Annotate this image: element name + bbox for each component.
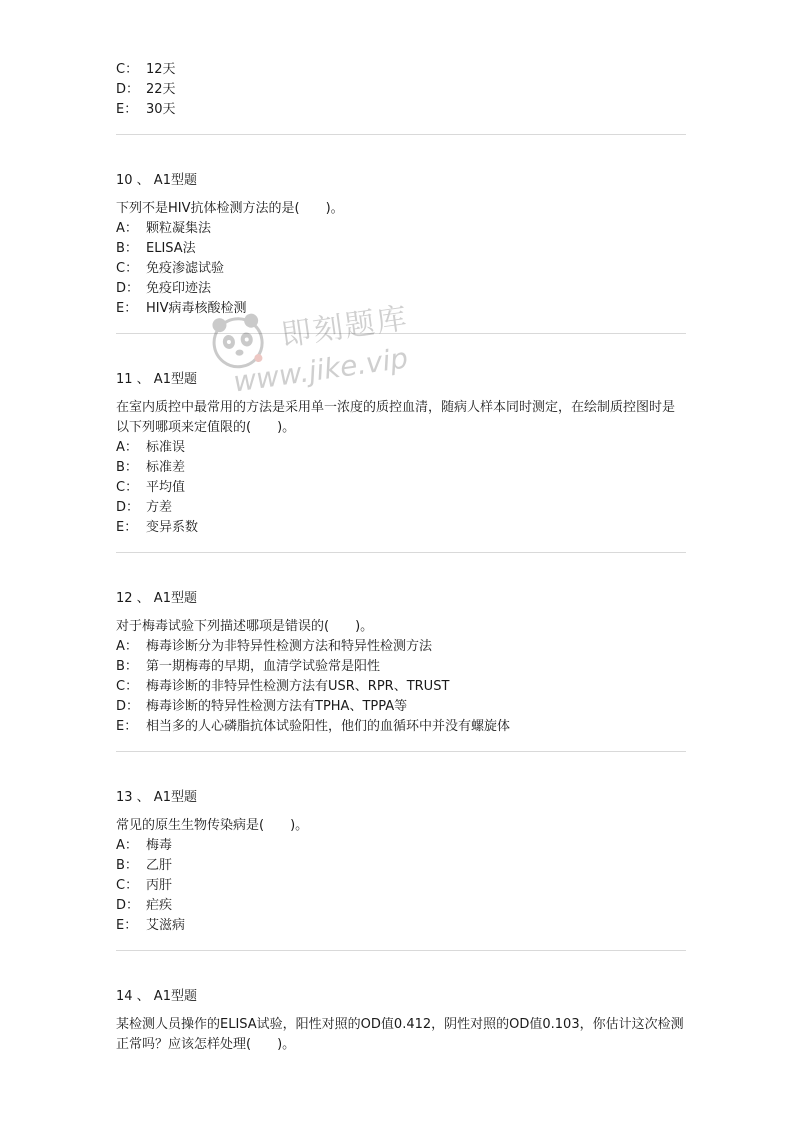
option-row <box>116 697 686 717</box>
option-label: D： <box>116 82 140 97</box>
option-row <box>116 916 686 936</box>
option-label: C： <box>116 679 139 694</box>
question-10 <box>116 171 686 319</box>
option-text: 免疫印迹法 <box>146 281 212 296</box>
option-label: B： <box>116 460 138 475</box>
option-row <box>116 896 686 916</box>
option-label: C： <box>116 878 139 893</box>
watermark-brand: 即刻题库 <box>279 300 411 354</box>
watermark-url: www.jike.vip <box>231 341 410 399</box>
question-13 <box>116 788 686 936</box>
option-text: 疟疾 <box>146 898 173 913</box>
option-label: E： <box>116 301 138 316</box>
option-label: E： <box>116 918 138 933</box>
question-12 <box>116 589 686 737</box>
option-text: HIV病毒核酸检测 <box>146 301 247 316</box>
option-row <box>116 836 686 856</box>
option-label: E： <box>116 102 138 117</box>
question-divider <box>116 751 686 752</box>
option-row <box>116 856 686 876</box>
option-row <box>116 100 686 120</box>
option-row <box>116 279 686 299</box>
question-stem: 对于梅毒试验下列描述哪项是错误的( )。 <box>116 619 374 634</box>
question-divider <box>116 134 686 135</box>
question-11 <box>116 370 686 538</box>
option-text: 变异系数 <box>146 520 199 535</box>
question-stem: 在室内质控中最常用的方法是采用单一浓度的质控血清，随病人样本同时测定，在绘制质控图时是以下列哪项来定值限的( )。 <box>116 400 676 435</box>
option-text: 艾滋病 <box>146 918 186 933</box>
option-row <box>116 717 686 737</box>
question-header: 11 、 A1型题 <box>116 372 197 387</box>
option-text: ELISA法 <box>146 241 196 256</box>
question-header: 13 、 A1型题 <box>116 790 197 805</box>
option-label: D： <box>116 281 140 296</box>
option-text: 免疫渗滤试验 <box>146 261 225 276</box>
option-row <box>116 458 686 478</box>
option-label: A： <box>116 440 138 455</box>
question-divider <box>116 333 686 334</box>
option-row <box>116 60 686 80</box>
option-text: 乙肝 <box>146 858 173 873</box>
question-stem: 常见的原生生物传染病是( )。 <box>116 818 309 833</box>
option-row <box>116 438 686 458</box>
option-label: E： <box>116 520 138 535</box>
option-label: A： <box>116 221 138 236</box>
option-text: 第一期梅毒的早期，血清学试验常是阳性 <box>146 659 381 674</box>
option-label: C： <box>116 480 139 495</box>
question-divider <box>116 950 686 951</box>
question-stem: 某检测人员操作的ELISA试验，阳性对照的OD值0.412，阴性对照的OD值0.103，你估计这次检测正常吗？应该怎样处理( )。 <box>116 1017 684 1052</box>
option-text: 标准误 <box>146 440 186 455</box>
exam-page <box>116 60 686 1055</box>
option-row <box>116 518 686 538</box>
question-header: 12 、 A1型题 <box>116 591 197 606</box>
option-row <box>116 876 686 896</box>
option-text: 30天 <box>146 102 176 117</box>
question-header: 10 、 A1型题 <box>116 173 197 188</box>
question-stem: 下列不是HIV抗体检测方法的是( )。 <box>116 201 344 216</box>
option-row <box>116 677 686 697</box>
option-text: 梅毒诊断的特异性检测方法有TPHA、TPPA等 <box>146 699 408 714</box>
option-text: 颗粒凝集法 <box>146 221 212 236</box>
option-row <box>116 478 686 498</box>
option-label: C： <box>116 62 139 77</box>
option-text: 平均值 <box>146 480 186 495</box>
option-label: A： <box>116 639 138 654</box>
option-text: 梅毒 <box>146 838 173 853</box>
option-text: 丙肝 <box>146 878 173 893</box>
option-row <box>116 219 686 239</box>
option-row <box>116 259 686 279</box>
option-text: 22天 <box>146 82 176 97</box>
option-label: D： <box>116 898 140 913</box>
option-text: 标准差 <box>146 460 186 475</box>
option-text: 方差 <box>146 500 173 515</box>
question-header: 14 、 A1型题 <box>116 989 197 1004</box>
option-row <box>116 80 686 100</box>
option-row <box>116 657 686 677</box>
question-divider <box>116 552 686 553</box>
option-text: 梅毒诊断的非特异性检测方法有USR、RPR、TRUST <box>146 679 450 694</box>
option-label: D： <box>116 500 140 515</box>
option-label: B： <box>116 241 138 256</box>
option-row <box>116 299 686 319</box>
option-label: C： <box>116 261 139 276</box>
option-label: E： <box>116 719 138 734</box>
option-row <box>116 239 686 259</box>
prev-question-options <box>116 60 686 120</box>
option-label: B： <box>116 858 138 873</box>
option-label: B： <box>116 659 138 674</box>
option-label: D： <box>116 699 140 714</box>
option-label: A： <box>116 838 138 853</box>
question-14 <box>116 987 686 1055</box>
option-text: 相当多的人心磷脂抗体试验阳性，他们的血循环中并没有螺旋体 <box>146 719 511 734</box>
option-row <box>116 498 686 518</box>
option-row <box>116 637 686 657</box>
option-text: 梅毒诊断分为非特异性检测方法和特异性检测方法 <box>146 639 433 654</box>
option-text: 12天 <box>146 62 176 77</box>
